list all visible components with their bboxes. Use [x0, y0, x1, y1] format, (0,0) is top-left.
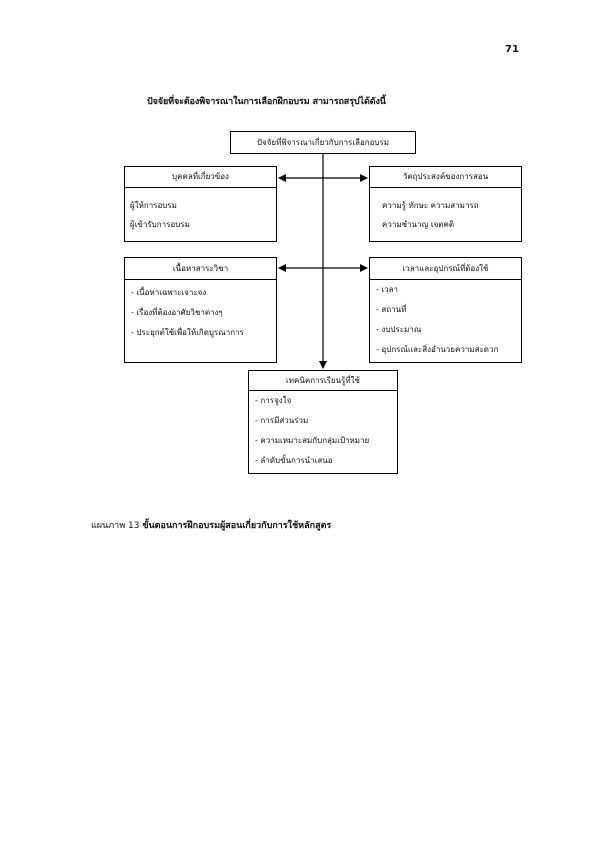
- resources-box: [369, 257, 522, 363]
- intro-heading: ปัจจัยที่จะต้องพิจารณาในการเลือกฝึกอบรม สามารถสรุปได้ดังนี้: [147, 97, 386, 107]
- page-number: 71: [505, 44, 519, 55]
- main-factor-box: ปัจจัยที่พิจารณาเกี่ยวกับการเลือกอบรม: [230, 131, 416, 154]
- content-list: [125, 280, 276, 343]
- people-title: บุคคลที่เกี่ยวข้อง: [125, 167, 276, 188]
- techniques-title: เทคนิคการเรียนรู้ที่ใช้: [249, 371, 397, 391]
- list-item: ผู้ให้การอบรม: [130, 201, 177, 210]
- list-item: - การจูงใจ: [255, 396, 292, 405]
- objectives-list: [370, 188, 521, 234]
- figure-label: แผนภาพ 13: [91, 521, 140, 531]
- people-box: [124, 166, 277, 242]
- list-item: - การมีส่วนร่วม: [255, 416, 309, 425]
- list-item: - อุปกรณ์และสิ่งอำนวยความสะดวก: [376, 345, 499, 354]
- list-item: - ประยุกต์ใช้เพื่อให้เกิดบูรณาการ: [131, 328, 244, 337]
- people-list: [125, 188, 276, 234]
- objectives-box: [369, 166, 522, 242]
- list-item: - เวลา: [376, 285, 399, 294]
- resources-list: [370, 280, 521, 360]
- list-item: - เนื้อหาเฉพาะเจาะจง: [131, 288, 207, 297]
- list-item: ความชำนาญ เจตคติ: [382, 220, 455, 229]
- list-item: - ลำดับขั้นการนำเสนอ: [255, 456, 333, 465]
- content-title: เนื้อหาสาระวิชา: [125, 258, 276, 280]
- figure-caption: [91, 518, 331, 532]
- list-item: - เรื่องที่ต้องอาศัยวิชาต่างๆ: [131, 308, 223, 317]
- techniques-list: [249, 391, 397, 471]
- list-item: ความรู้ ทักษะ ความสามารถ: [382, 201, 479, 210]
- resources-title: เวลาและอุปกรณ์ที่ต้องใช้: [370, 258, 521, 280]
- figure-caption-text: ขั้นตอนการฝึกอบรมผู้สอนเกี่ยวกับการใช้หลักสูตร: [142, 521, 332, 531]
- content-box: [124, 257, 277, 363]
- objectives-title: วัตถุประสงค์ของการสอน: [370, 167, 521, 188]
- list-item: - งบประมาณ: [376, 325, 422, 334]
- techniques-box: [248, 370, 398, 474]
- list-item: ผู้เข้ารับการอบรม: [130, 220, 190, 229]
- list-item: - สถานที่: [376, 305, 407, 314]
- list-item: - ความเหมาะสมกับกลุ่มเป้าหมาย: [255, 436, 370, 445]
